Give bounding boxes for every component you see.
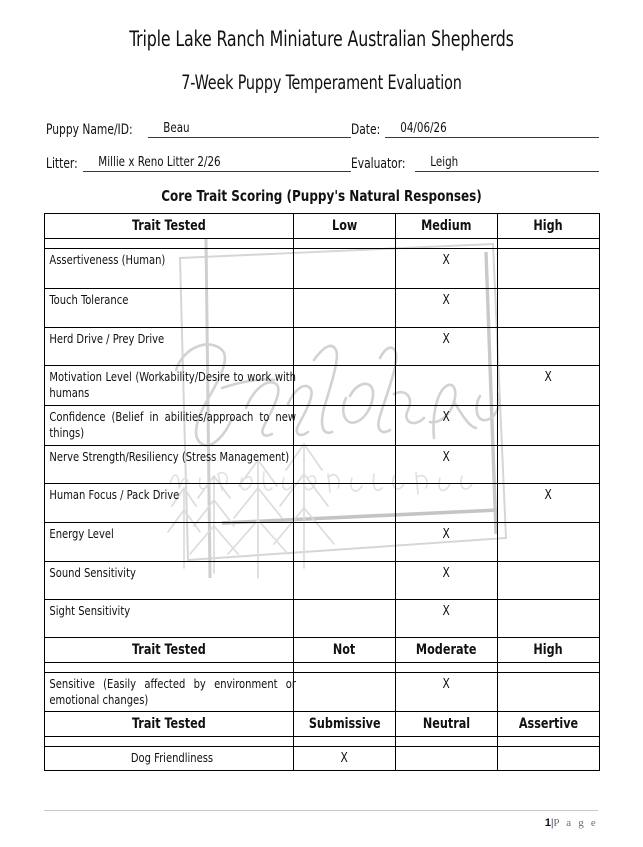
litter-label: Litter:	[46, 156, 78, 173]
score-cell-low[interactable]	[294, 599, 396, 637]
page-title: Triple Lake Ranch Miniature Australian Shepherds	[129, 27, 514, 52]
trait-cell: Sight Sensitivity	[45, 599, 294, 637]
score-cell-high[interactable]	[498, 672, 600, 712]
score-cell-medium[interactable]: X	[396, 289, 498, 328]
header-cell-high: High	[498, 637, 600, 662]
trait-cell: Motivation Level (Workability/Desire to work with humans	[45, 366, 294, 406]
score-cell-medium[interactable]: X	[396, 522, 498, 561]
header-cell-moderate: Moderate	[396, 637, 498, 662]
header-cell-submissive: Submissive	[294, 712, 396, 737]
score-cell-assertive[interactable]	[498, 747, 600, 771]
score-cell-high[interactable]: X	[498, 483, 600, 522]
scoring-table-container	[44, 213, 598, 771]
header-separator-bar-core	[45, 239, 600, 249]
table-header-core	[45, 214, 600, 239]
score-cell-high[interactable]	[498, 522, 600, 561]
table-row[interactable]	[45, 249, 600, 289]
trait-cell: Touch Tolerance	[45, 289, 294, 328]
trait-scoring-table	[44, 213, 600, 771]
page-footer	[44, 810, 598, 829]
score-cell-medium[interactable]: X	[396, 249, 498, 289]
section-heading: Core Trait Scoring (Puppy's Natural Responses)	[161, 187, 482, 206]
litter-value: Millie x Reno Litter 2/26	[98, 154, 221, 171]
table-header-social	[45, 712, 600, 737]
trait-cell: Sound Sensitivity	[45, 561, 294, 599]
score-cell-low[interactable]	[294, 483, 396, 522]
litter-field[interactable]	[46, 153, 351, 172]
evaluator-field[interactable]	[351, 153, 599, 172]
score-cell-high[interactable]	[498, 405, 600, 445]
trait-cell: Assertiveness (Human)	[45, 249, 294, 289]
trait-cell: Herd Drive / Prey Drive	[45, 328, 294, 366]
score-cell-low[interactable]	[294, 522, 396, 561]
header-cell-trait: Trait Tested	[45, 637, 294, 662]
score-cell-high[interactable]	[498, 249, 600, 289]
score-cell-medium[interactable]: X	[396, 599, 498, 637]
evaluation-meta-fields	[46, 119, 599, 172]
footer-separator: |	[550, 817, 554, 829]
table-row[interactable]	[45, 445, 600, 483]
table-header-sensitivity	[45, 637, 600, 662]
trait-cell: Sensitive (Easily affected by environment or emotional changes)	[45, 672, 294, 712]
date-field[interactable]	[351, 119, 599, 138]
score-cell-neutral[interactable]	[396, 747, 498, 771]
trait-cell: Confidence (Belief in abilities/approach to new things)	[45, 405, 294, 445]
puppy-name-value: Beau	[163, 120, 190, 137]
header-cell-high: High	[498, 214, 600, 239]
score-cell-low[interactable]	[294, 366, 396, 406]
score-cell-low[interactable]	[294, 249, 396, 289]
score-cell-medium[interactable]: X	[396, 561, 498, 599]
header-cell-assertive: Assertive	[498, 712, 600, 737]
header-cell-trait: Trait Tested	[45, 214, 294, 239]
evaluator-label: Evaluator:	[351, 156, 406, 173]
header-separator-bar-social	[45, 737, 600, 747]
puppy-name-field[interactable]	[46, 119, 351, 138]
score-cell-low[interactable]	[294, 405, 396, 445]
score-cell-low[interactable]	[294, 561, 396, 599]
meta-row-1	[46, 119, 599, 138]
table-row[interactable]	[45, 483, 600, 522]
date-label: Date:	[351, 122, 381, 139]
table-row[interactable]	[45, 599, 600, 637]
table-row[interactable]	[45, 561, 600, 599]
page-subtitle: 7-Week Puppy Temperament Evaluation	[181, 70, 462, 94]
score-cell-medium[interactable]: X	[396, 445, 498, 483]
score-cell-submissive[interactable]: X	[294, 747, 396, 771]
trait-cell: Human Focus / Pack Drive	[45, 483, 294, 522]
table-row[interactable]	[45, 289, 600, 328]
score-cell-medium[interactable]: X	[396, 328, 498, 366]
table-row[interactable]	[45, 366, 600, 406]
header-cell-neutral: Neutral	[396, 712, 498, 737]
meta-row-2	[46, 153, 599, 172]
litter-underline	[83, 153, 351, 172]
score-cell-high[interactable]	[498, 445, 600, 483]
trait-cell: Nerve Strength/Resiliency (Stress Management)	[45, 445, 294, 483]
header-cell-not: Not	[294, 637, 396, 662]
footer-divider	[44, 810, 598, 811]
header-separator-bar-sensitivity	[45, 662, 600, 672]
score-cell-not[interactable]	[294, 672, 396, 712]
date-value: 04/06/26	[400, 120, 448, 137]
score-cell-high[interactable]	[498, 328, 600, 366]
puppy-name-label: Puppy Name/ID:	[46, 122, 133, 139]
table-row[interactable]	[45, 747, 600, 771]
score-cell-medium[interactable]	[396, 483, 498, 522]
score-cell-low[interactable]	[294, 328, 396, 366]
score-cell-high[interactable]: X	[498, 366, 600, 406]
score-cell-medium[interactable]: X	[396, 405, 498, 445]
table-row[interactable]	[45, 672, 600, 712]
footer-page-number: 1	[544, 817, 551, 829]
score-cell-high[interactable]	[498, 289, 600, 328]
evaluator-value: Leigh	[430, 154, 459, 171]
footer-page-word: P a g e	[553, 817, 598, 829]
date-underline	[385, 119, 599, 138]
score-cell-low[interactable]	[294, 445, 396, 483]
trait-cell: Energy Level	[45, 522, 294, 561]
header-cell-medium: Medium	[396, 214, 498, 239]
header-cell-low: Low	[294, 214, 396, 239]
score-cell-medium[interactable]	[396, 366, 498, 406]
table-row[interactable]	[45, 405, 600, 445]
score-cell-low[interactable]	[294, 289, 396, 328]
score-cell-moderate[interactable]: X	[396, 672, 498, 712]
page-number-label	[44, 817, 598, 829]
table-row[interactable]	[45, 328, 600, 366]
evaluator-underline	[415, 153, 599, 172]
table-row[interactable]	[45, 522, 600, 561]
puppy-name-underline	[148, 119, 351, 138]
trait-cell: Dog Friendliness	[45, 747, 294, 771]
header-cell-trait: Trait Tested	[45, 712, 294, 737]
score-cell-high[interactable]	[498, 599, 600, 637]
score-cell-high[interactable]	[498, 561, 600, 599]
